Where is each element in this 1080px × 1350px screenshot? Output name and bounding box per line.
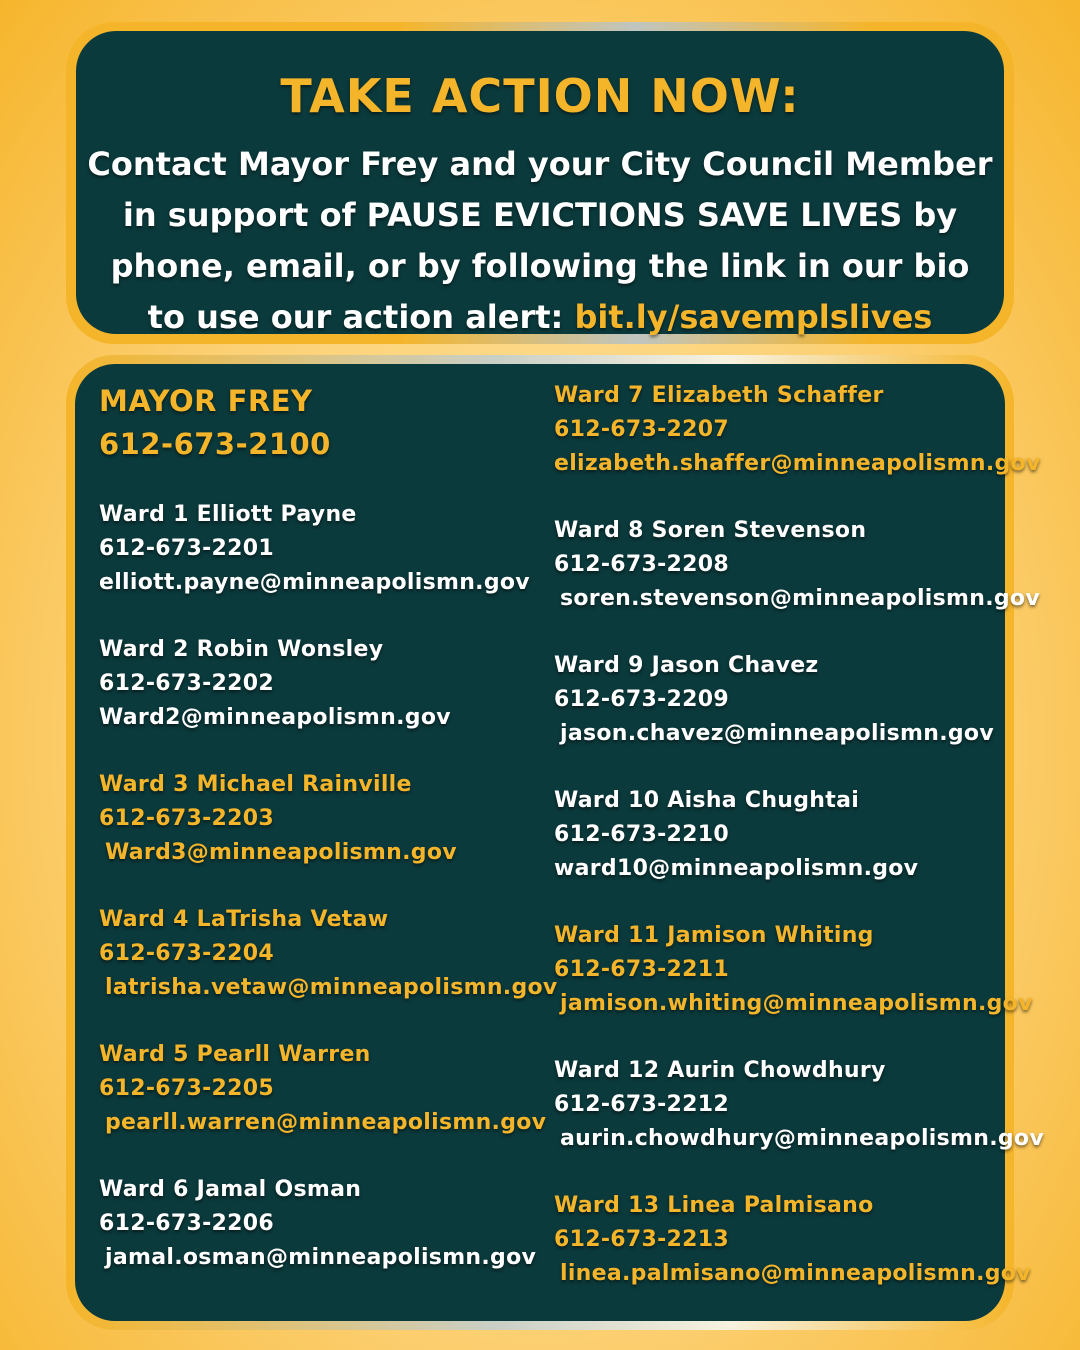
ward-contact [99, 498, 530, 600]
ward-name: Ward 13 Linea Palmisano [554, 1193, 874, 1218]
ward-email[interactable]: ward10@minneapolismn.gov [554, 856, 919, 881]
ward-phone[interactable]: 612-673-2207 [554, 417, 729, 442]
body-line-1: Contact Mayor Frey and your City Council Member [87, 145, 993, 183]
ward-contact [99, 633, 451, 735]
ward-name: Ward 4 LaTrisha Vetaw [99, 907, 389, 932]
ward-email[interactable]: linea.palmisano@minneapolismn.gov [560, 1261, 1031, 1286]
mayor-phone[interactable]: 612-673-2100 [99, 427, 331, 461]
ward-phone[interactable]: 612-673-2203 [99, 806, 274, 831]
headline: TAKE ACTION NOW: [280, 69, 800, 123]
ward-name: Ward 9 Jason Chavez [554, 653, 819, 678]
body-line-3: phone, email, or by following the link in our bio [110, 247, 970, 285]
ward-name: Ward 3 Michael Rainville [99, 772, 412, 797]
body-line-4-prefix: to use our action alert: [147, 298, 575, 336]
ward-name: Ward 12 Aurin Chowdhury [554, 1058, 886, 1083]
ward-phone[interactable]: 612-673-2202 [99, 671, 274, 696]
ward-contact [99, 1038, 546, 1140]
ward-phone[interactable]: 612-673-2206 [99, 1211, 274, 1236]
ward-contact [99, 768, 457, 870]
ward-name: Ward 2 Robin Wonsley [99, 637, 384, 662]
ward-name: Ward 7 Elizabeth Schaffer [554, 383, 884, 408]
ward-contact [554, 1054, 1044, 1156]
ward-phone[interactable]: 612-673-2213 [554, 1227, 729, 1252]
ward-phone[interactable]: 612-673-2205 [99, 1076, 274, 1101]
ward-email[interactable]: Ward3@minneapolismn.gov [105, 840, 457, 865]
ward-phone[interactable]: 612-673-2211 [554, 957, 729, 982]
ward-email[interactable]: latrisha.vetaw@minneapolismn.gov [105, 975, 558, 1000]
call-to-action-text [76, 139, 1004, 343]
ward-phone[interactable]: 612-673-2209 [554, 687, 729, 712]
ward-email[interactable]: Ward2@minneapolismn.gov [99, 705, 451, 730]
ward-name: Ward 11 Jamison Whiting [554, 923, 874, 948]
ward-name: Ward 5 Pearll Warren [99, 1042, 371, 1067]
ward-email[interactable]: pearll.warren@minneapolismn.gov [105, 1110, 547, 1135]
body-line-4 [76, 292, 1004, 343]
ward-email[interactable]: elizabeth.shaffer@minneapolismn.gov [554, 451, 1041, 476]
ward-email[interactable]: elliott.payne@minneapolismn.gov [99, 570, 530, 595]
ward-contact [554, 784, 918, 886]
ward-name: Ward 1 Elliott Payne [99, 502, 357, 527]
ward-email[interactable]: jamal.osman@minneapolismn.gov [105, 1245, 537, 1270]
ward-email[interactable]: aurin.chowdhury@minneapolismn.gov [560, 1126, 1044, 1151]
ward-name: Ward 6 Jamal Osman [99, 1177, 362, 1202]
ward-contact [99, 903, 558, 1005]
ward-phone[interactable]: 612-673-2208 [554, 552, 729, 577]
call-to-action-panel [76, 31, 1004, 334]
ward-contact [554, 379, 1041, 481]
ward-contact [99, 1173, 536, 1275]
body-line-2: in support of PAUSE EVICTIONS SAVE LIVES by [122, 196, 958, 234]
ward-email[interactable]: soren.stevenson@minneapolismn.gov [560, 586, 1040, 611]
ward-phone[interactable]: 612-673-2210 [554, 822, 729, 847]
ward-phone[interactable]: 612-673-2212 [554, 1092, 729, 1117]
ward-phone[interactable]: 612-673-2201 [99, 536, 274, 561]
ward-contact [554, 1189, 1031, 1291]
action-alert-link[interactable]: bit.ly/savemplslives [574, 298, 933, 336]
ward-email[interactable]: jamison.whiting@minneapolismn.gov [560, 991, 1033, 1016]
ward-contact [554, 514, 1040, 616]
ward-name: Ward 8 Soren Stevenson [554, 518, 867, 543]
mayor-contact [99, 380, 331, 466]
mayor-title: MAYOR FREY [99, 384, 313, 418]
ward-name: Ward 10 Aisha Chughtai [554, 788, 860, 813]
ward-phone[interactable]: 612-673-2204 [99, 941, 274, 966]
ward-contact [554, 649, 994, 751]
contacts-panel [75, 364, 1044, 1321]
ward-contact [554, 919, 1033, 1021]
ward-email[interactable]: jason.chavez@minneapolismn.gov [560, 721, 994, 746]
